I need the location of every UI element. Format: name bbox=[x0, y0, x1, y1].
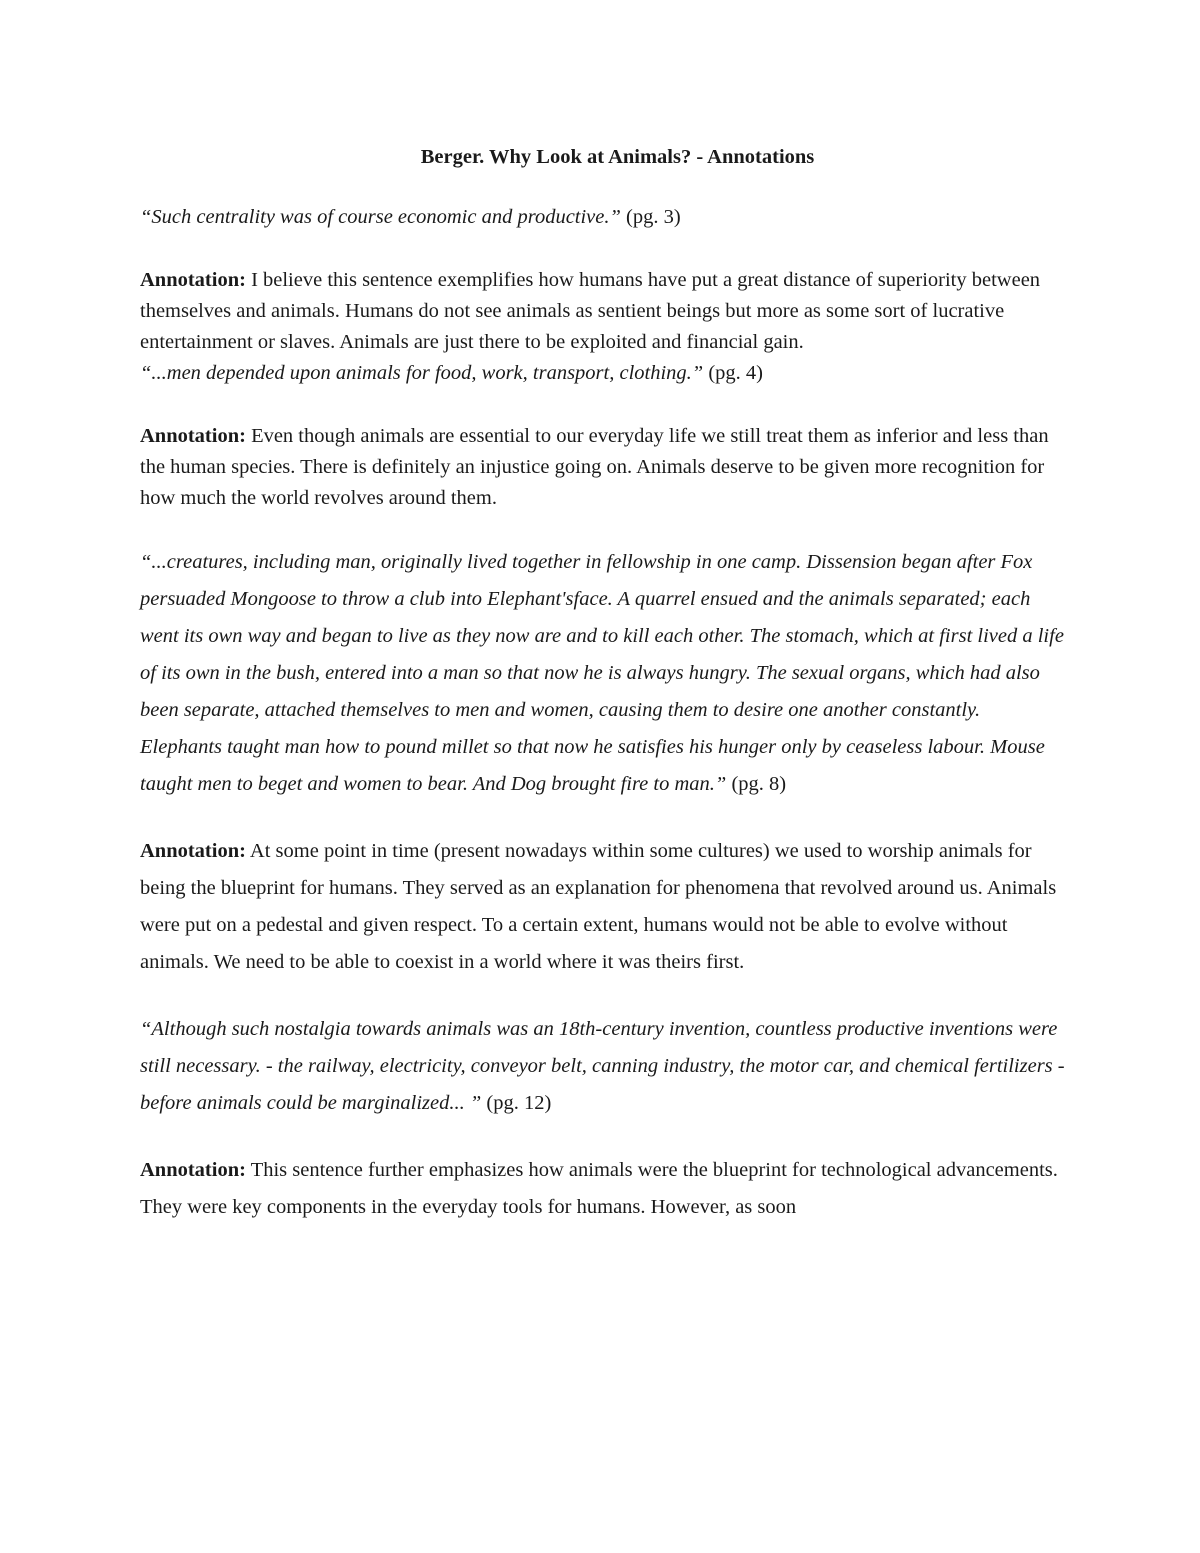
quote-text: “...men depended upon animals for food, work, transport, clothing.” bbox=[140, 362, 704, 384]
quote-text: “Such centrality was of course economic and productive.” bbox=[140, 206, 621, 228]
annotation-text: I believe this sentence exemplifies how humans have put a great distance of superiority between themselves and animals. Humans do not see animals as sentient beings but more as some sort of lucrative entertainment or slaves. Animals are just there to be exploited and financial gain. bbox=[140, 269, 1041, 353]
quote-citation: (pg. 8) bbox=[726, 773, 787, 795]
quote-4 bbox=[140, 1011, 1065, 1122]
document-title: Berger. Why Look at Animals? - Annotations bbox=[420, 146, 815, 168]
annotation-label: Annotation: bbox=[140, 269, 246, 291]
quote-citation: (pg. 12) bbox=[481, 1092, 552, 1114]
annotation-label: Annotation: bbox=[140, 1159, 246, 1181]
quote-text: “Although such nostalgia towards animals was an 18th-century invention, countless productive inventions were still necessary. - the railway, electricity, conveyor belt, canning industry, the motor car, and chemical fertilizers -before animals could be marginalized... ” bbox=[140, 1018, 1065, 1114]
annotation-text: This sentence further emphasizes how animals were the blueprint for technological advancements. They were key components in the everyday tools for humans. However, as soon bbox=[140, 1159, 1058, 1218]
spacer bbox=[140, 514, 1065, 544]
spacer bbox=[140, 233, 1065, 265]
annotation-text: Even though animals are essential to our everyday life we still treat them as inferior and less than the human species. There is definitely an injustice going on. Animals deserve to be given more recognition for how much the world revolves around them. bbox=[140, 425, 1049, 509]
annotation-label: Annotation: bbox=[140, 425, 246, 447]
spacer bbox=[140, 981, 1065, 1011]
annotation-1 bbox=[140, 265, 1065, 358]
quote-2 bbox=[140, 358, 1065, 389]
quote-3 bbox=[140, 544, 1065, 803]
annotation-2 bbox=[140, 421, 1065, 514]
annotation-3 bbox=[140, 833, 1065, 981]
annotation-4 bbox=[140, 1152, 1065, 1226]
spacer bbox=[140, 803, 1065, 833]
spacer bbox=[140, 172, 1065, 202]
quote-citation: (pg. 4) bbox=[703, 362, 763, 384]
document-body bbox=[140, 142, 1065, 1226]
spacer bbox=[140, 389, 1065, 421]
annotation-label: Annotation: bbox=[140, 840, 246, 862]
quote-text: “...creatures, including man, originally lived together in fellowship in one camp. Dissension began after Fox persuaded Mongoose to throw a club into Elephant'sface. A quarrel ensued and the animals separated; each went its own way and began to live as they now are and to kill each other. The stomach, which at first lived a life of its own in the bush, entered into a man so that now he is always hungry. The sexual organs, which had also been separate, attached themselves to men and women, causing them to desire one another constantly. Elephants taught man how to pound millet so that now he satisfies his hunger only by ceaseless labour. Mouse taught men to beget and women to bear. And Dog brought fire to man.” bbox=[140, 551, 1064, 795]
spacer bbox=[140, 1122, 1065, 1152]
quote-citation: (pg. 3) bbox=[620, 206, 681, 228]
quote-1 bbox=[140, 202, 1065, 233]
annotation-text: At some point in time (present nowadays within some cultures) we used to worship animals for being the blueprint for humans. They served as an explanation for phenomena that revolved around us. Animals were put on a pedestal and given respect. To a certain extent, humans would not be able to evolve without animals. We need to be able to coexist in a world where it was theirs first. bbox=[140, 840, 1057, 973]
